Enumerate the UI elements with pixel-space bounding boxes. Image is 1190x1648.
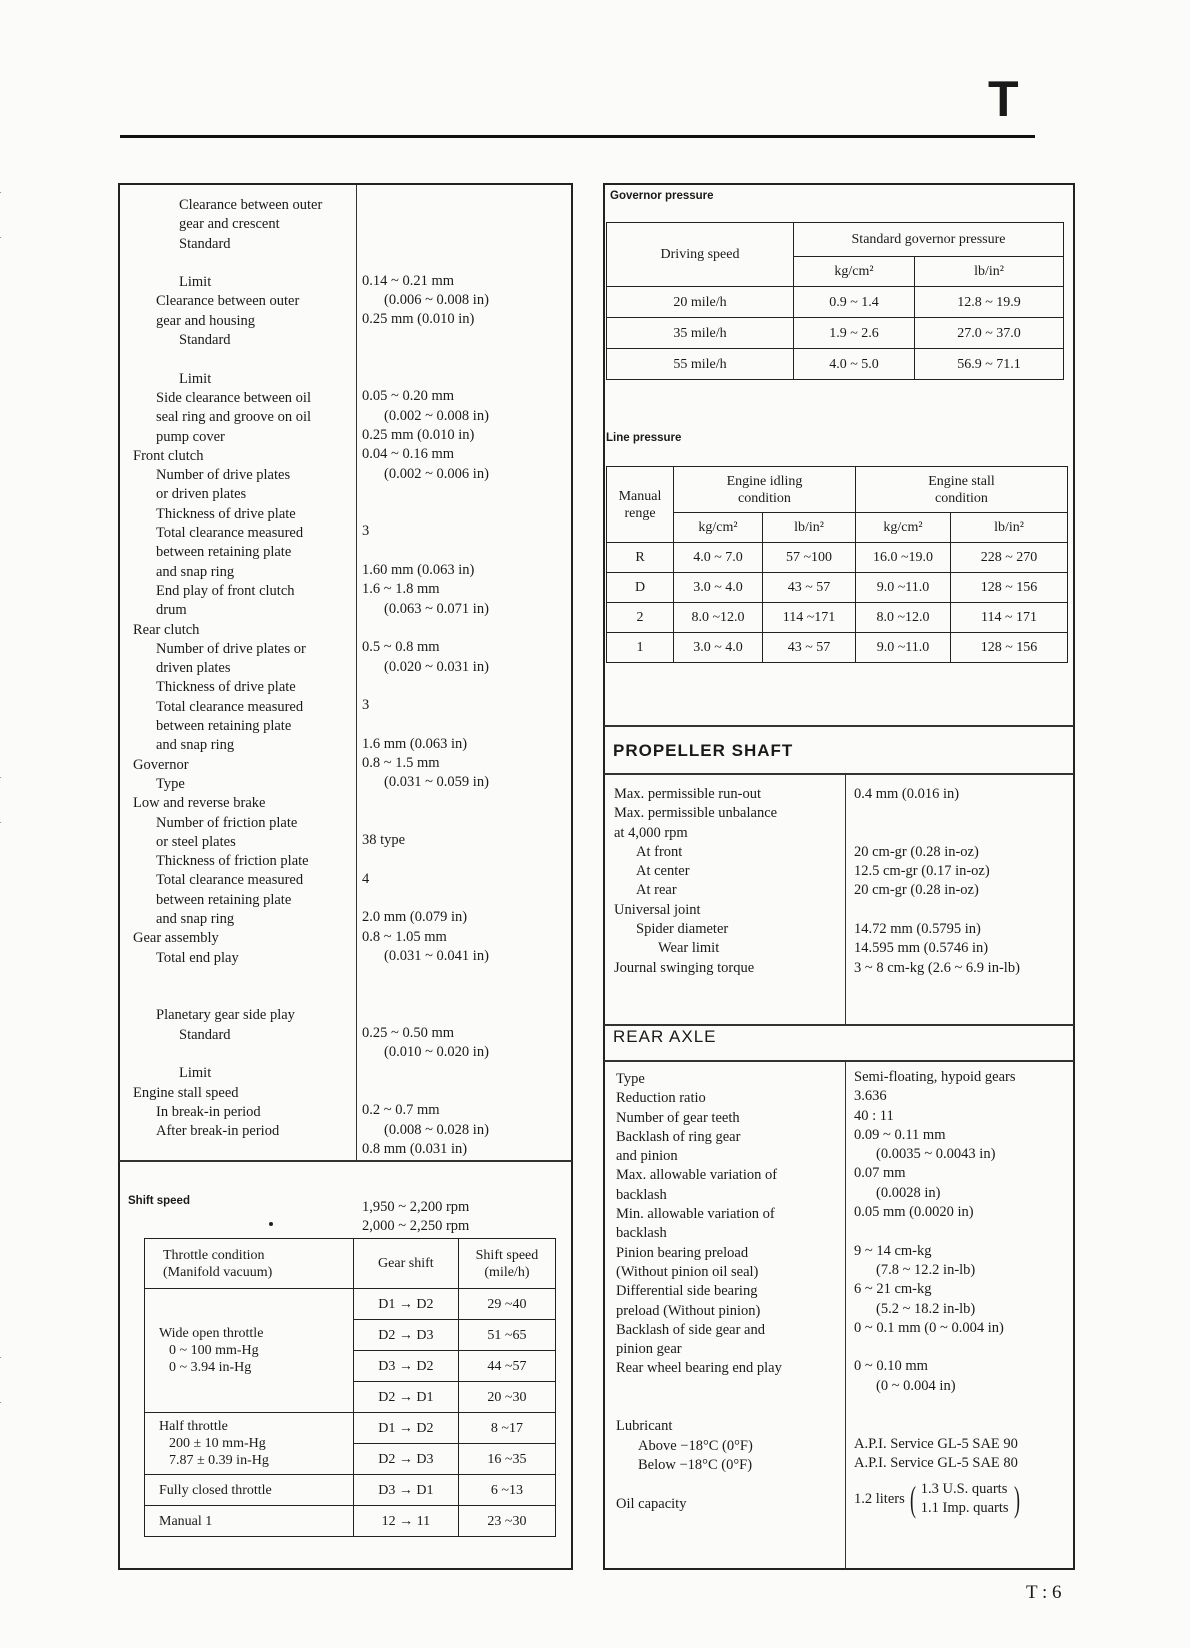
lp-idle-lb: 43 ~ 57 <box>763 633 856 663</box>
prop-value: 14.72 mm (0.5795 in) <box>854 921 981 938</box>
spec-label: or steel plates <box>156 833 236 850</box>
paren-close: ) <box>1013 1479 1020 1519</box>
shift-head-gear <box>353 1239 458 1289</box>
spec-value: 1.60 mm (0.063 in) <box>362 562 475 579</box>
section-letter: T <box>988 71 1019 127</box>
rear-axle-labels <box>616 1070 782 1514</box>
lp-stall-kg: 9.0 ~11.0 <box>856 633 951 663</box>
axle-label <box>616 1398 782 1417</box>
spec-value: (0.008 ~ 0.028 in) <box>384 1121 489 1138</box>
shift-speed-title: Shift speed <box>128 1195 190 1207</box>
spec-value: (0.010 ~ 0.020 in) <box>384 1044 489 1061</box>
lp-stall-kg: 16.0 ~19.0 <box>856 543 951 573</box>
spec-value <box>362 1159 489 1178</box>
condition-line: 200 ± 10 mm-Hg <box>169 1436 266 1451</box>
spec-label: Limit <box>179 1065 212 1082</box>
spec-label: between retaining plate <box>156 544 292 561</box>
header-line: Throttle condition <box>163 1247 265 1263</box>
axle-value: 0.07 mm <box>854 1165 906 1182</box>
spec-value <box>362 677 489 696</box>
spec-value <box>362 812 489 831</box>
spec-label <box>121 987 322 1006</box>
axle-value: A.P.I. Service GL-5 SAE 80 <box>854 1454 1018 1471</box>
spec-label: gear and housing <box>156 312 256 329</box>
spec-label: Thickness of friction plate <box>156 853 309 870</box>
lp-stall-lb: 128 ~ 156 <box>951 633 1068 663</box>
spec-value <box>362 484 489 503</box>
spec-label: gear and crescent <box>179 216 280 233</box>
gear-shift: D2 → D1 <box>353 1382 458 1413</box>
spec-label: driven plates <box>156 660 231 677</box>
oil-capacity-liters: 1.2 liters <box>854 1490 905 1507</box>
gov-lb: 27.0 ~ 37.0 <box>915 318 1064 349</box>
prop-label: Max. permissible run-out <box>614 786 761 802</box>
lp-unit-lb: lb/in² <box>951 513 1068 543</box>
left-spec-values <box>362 233 489 1236</box>
shift-speed-value: 20 ~30 <box>458 1382 555 1413</box>
spec-label: Type <box>156 775 185 792</box>
gov-speed: 20 mile/h <box>607 287 794 318</box>
spec-value <box>362 233 489 252</box>
spec-value: 1,950 ~ 2,200 rpm <box>362 1198 470 1215</box>
spec-label: Number of drive plates or <box>156 640 306 657</box>
spec-value <box>362 329 489 348</box>
axle-value: 9 ~ 14 cm-kg <box>854 1242 932 1259</box>
lp-stall-lb: 128 ~ 156 <box>951 573 1068 603</box>
axle-label: backlash <box>616 1186 667 1203</box>
spec-label: Governor <box>133 756 189 773</box>
axle-label: Type <box>616 1071 645 1087</box>
spec-label: Limit <box>179 370 212 387</box>
spec-value: 38 type <box>362 832 406 849</box>
right-divider-1 <box>604 725 1074 727</box>
axle-value <box>854 1396 1018 1415</box>
shift-head-condition <box>145 1239 354 1289</box>
shift-speed-value: 29 ~40 <box>458 1289 555 1320</box>
governor-pressure-table <box>606 222 1064 380</box>
condition-line: Half throttle <box>159 1419 228 1434</box>
spec-label: Planetary gear side play <box>156 1007 295 1024</box>
axle-label: Backlash of ring gear <box>616 1128 741 1145</box>
prop-label: At rear <box>636 882 677 899</box>
axle-value: Semi-floating, hypoid gears <box>854 1069 1016 1085</box>
axle-value: 40 : 11 <box>854 1107 894 1124</box>
spec-label: End play of front clutch <box>156 582 295 599</box>
throttle-condition <box>145 1475 354 1506</box>
axle-value: (0.0035 ~ 0.0043 in) <box>876 1146 996 1163</box>
spec-value: 0.5 ~ 0.8 mm <box>362 639 440 656</box>
prop-value: 20 cm-gr (0.28 in-oz) <box>854 882 979 899</box>
spec-label: and snap ring <box>156 910 235 927</box>
propeller-labels <box>614 785 777 978</box>
prop-value: 3 ~ 8 cm-kg (2.6 ~ 6.9 in-lb) <box>854 959 1020 976</box>
prop-rule <box>604 773 1074 775</box>
condition-line: 7.87 ± 0.39 in-Hg <box>169 1453 269 1468</box>
axle-divider <box>845 1061 846 1569</box>
spec-label: seal ring and groove on oil <box>156 409 312 426</box>
prop-divider <box>845 774 846 1024</box>
spec-value: (0.002 ~ 0.008 in) <box>384 407 489 424</box>
axle-value: 0 ~ 0.10 mm <box>854 1358 928 1375</box>
axle-value: (0 ~ 0.004 in) <box>876 1377 956 1394</box>
axle-label: backlash <box>616 1225 667 1242</box>
spec-value: (0.063 ~ 0.071 in) <box>384 600 489 617</box>
gear-shift: D1 → D2 <box>353 1289 458 1320</box>
gov-kg: 0.9 ~ 1.4 <box>794 287 915 318</box>
throttle-condition <box>145 1506 354 1537</box>
axle-label: Number of gear teeth <box>616 1109 740 1126</box>
punch-hole <box>0 182 34 247</box>
spec-value: (0.031 ~ 0.059 in) <box>384 774 489 791</box>
spec-value: 3 <box>362 523 370 540</box>
axle-value: 0 ~ 0.1 mm (0 ~ 0.004 in) <box>854 1319 1004 1336</box>
header-line: (Manifold vacuum) <box>163 1264 273 1280</box>
axle-value <box>854 1222 1018 1241</box>
prop-label: Spider diameter <box>636 921 729 938</box>
lp-idle-lb: 43 ~ 57 <box>763 573 856 603</box>
spec-value: (0.002 ~ 0.006 in) <box>384 465 489 482</box>
spec-label <box>121 1045 322 1064</box>
lp-idle-lb: 57 ~100 <box>763 543 856 573</box>
lp-idle-kg: 3.0 ~ 4.0 <box>674 633 763 663</box>
spec-label: Standard <box>179 1026 231 1043</box>
axle-value: 0.05 mm (0.0020 in) <box>854 1204 974 1221</box>
axle-label: Backlash of side gear and <box>616 1321 765 1338</box>
spec-label: Clearance between outer <box>179 197 323 213</box>
axle-label: and pinion <box>616 1148 678 1165</box>
spec-value: 0.04 ~ 0.16 mm <box>362 446 455 463</box>
spec-value <box>362 1179 489 1198</box>
spec-value <box>362 1063 489 1082</box>
shift-speed-table <box>144 1238 556 1537</box>
oil-capacity-us: 1.3 U.S. quarts <box>920 1481 1008 1497</box>
spec-value: 0.8 ~ 1.5 mm <box>362 755 440 772</box>
gear-shift: D2 → D3 <box>353 1444 458 1475</box>
spec-label: Thickness of drive plate <box>156 505 296 522</box>
axle-label: Min. allowable variation of <box>616 1206 775 1223</box>
prop-label: Journal swinging torque <box>614 959 755 976</box>
lp-range: 2 <box>607 603 674 633</box>
header-line: Engine idling <box>726 473 803 489</box>
prop-label: At front <box>636 843 683 860</box>
header-line: Gear shift <box>378 1256 434 1271</box>
condition-line: Manual 1 <box>159 1513 213 1529</box>
header-line: condition <box>738 490 791 506</box>
spec-value: 4 <box>362 870 370 887</box>
spec-label: between retaining plate <box>156 718 292 735</box>
paren-open: ( <box>909 1479 916 1519</box>
spec-value: 0.05 ~ 0.20 mm <box>362 388 455 405</box>
spec-value <box>362 889 489 908</box>
spec-label: Low and reverse brake <box>133 795 266 812</box>
throttle-condition <box>145 1413 354 1475</box>
condition-line: 0 ~ 100 mm-Hg <box>169 1343 259 1358</box>
prop-value: 0.4 mm (0.016 in) <box>854 786 960 802</box>
left-col-divider <box>356 185 357 1160</box>
axle-label: Lubricant <box>616 1418 673 1435</box>
lp-head-stall <box>856 467 1068 513</box>
spec-value <box>362 1082 489 1101</box>
spec-value <box>362 793 489 812</box>
prop-value: 14.595 mm (0.5746 in) <box>854 940 989 957</box>
lp-unit-lb: lb/in² <box>763 513 856 543</box>
spec-label: Side clearance between oil <box>156 389 311 406</box>
prop-label: at 4,000 rpm <box>614 824 688 841</box>
spec-value: (0.031 ~ 0.041 in) <box>384 947 489 964</box>
lp-idle-kg: 8.0 ~12.0 <box>674 603 763 633</box>
lp-unit-kg: kg/cm² <box>856 513 951 543</box>
prop-value: 12.5 cm-gr (0.17 in-oz) <box>854 863 990 880</box>
page-number: T : 6 <box>1026 1582 1062 1603</box>
punch-hole <box>0 767 34 832</box>
prop-value <box>854 824 1020 843</box>
gear-shift: D3 → D2 <box>353 1351 458 1382</box>
axle-label: Max. allowable variation of <box>616 1167 778 1184</box>
axle-value: 3.636 <box>854 1088 887 1105</box>
spec-value: 0.8 ~ 1.05 mm <box>362 928 447 945</box>
spec-label: Standard <box>179 235 231 252</box>
prop-label: Wear limit <box>658 940 720 957</box>
spec-value <box>362 503 489 522</box>
spec-value: 1.6 mm (0.063 in) <box>362 735 468 752</box>
header-line: (mile/h) <box>484 1264 530 1280</box>
spec-value <box>362 966 489 985</box>
spec-value <box>362 542 489 561</box>
governor-pressure-title: Governor pressure <box>610 190 714 202</box>
gov-speed: 55 mile/h <box>607 349 794 380</box>
spec-value: 0.25 mm (0.010 in) <box>362 311 475 328</box>
prop-value: 20 cm-gr (0.28 in-oz) <box>854 843 979 860</box>
prop-value <box>854 901 1020 920</box>
spec-label: In break-in period <box>156 1103 261 1120</box>
gov-lb: 12.8 ~ 19.9 <box>915 287 1064 318</box>
spec-value <box>362 619 489 638</box>
axle-rule <box>604 1060 1074 1062</box>
spec-value: 2.0 mm (0.079 in) <box>362 909 468 926</box>
oil-capacity-imp: 1.1 Imp. quarts <box>920 1500 1009 1516</box>
rear-axle-title: REAR AXLE <box>613 1027 717 1046</box>
lp-stall-lb: 228 ~ 270 <box>951 543 1068 573</box>
spec-label: Rear clutch <box>133 621 200 638</box>
lp-range: 1 <box>607 633 674 663</box>
axle-value: (5.2 ~ 18.2 in-lb) <box>876 1300 976 1317</box>
axle-label: Oil capacity <box>616 1495 687 1512</box>
rear-axle-values <box>854 1068 1018 1512</box>
spec-label: Total end play <box>156 949 239 966</box>
shift-speed-value: 23 ~30 <box>458 1506 555 1537</box>
axle-label: Rear wheel bearing end play <box>616 1360 782 1377</box>
spec-label: and snap ring <box>156 563 235 580</box>
spec-value <box>362 368 489 387</box>
axle-value: A.P.I. Service GL-5 SAE 90 <box>854 1435 1018 1452</box>
header-line: Shift speed <box>475 1247 539 1263</box>
header-line: condition <box>935 490 988 506</box>
spec-value <box>362 1005 489 1024</box>
axle-label: preload (Without pinion) <box>616 1302 761 1319</box>
header-line: renge <box>624 505 656 521</box>
axle-label: Differential side bearing <box>616 1283 758 1300</box>
shift-speed-value: 6 ~13 <box>458 1475 555 1506</box>
axle-value <box>854 1338 1018 1357</box>
punch-hole <box>0 1347 34 1412</box>
lp-idle-kg: 3.0 ~ 4.0 <box>674 573 763 603</box>
header-rule <box>120 135 1035 138</box>
gov-head-standard: Standard governor pressure <box>794 223 1064 257</box>
lp-unit-kg: kg/cm² <box>674 513 763 543</box>
shift-speed-value: 44 ~57 <box>458 1351 555 1382</box>
spec-label: After break-in period <box>156 1123 280 1140</box>
lp-stall-kg: 8.0 ~12.0 <box>856 603 951 633</box>
spec-value: 0.25 ~ 0.50 mm <box>362 1025 455 1042</box>
lp-range: R <box>607 543 674 573</box>
spec-value: 0.25 mm (0.010 in) <box>362 426 475 443</box>
spec-value <box>362 349 489 368</box>
gear-shift: D3 → D1 <box>353 1475 458 1506</box>
prop-label: At center <box>636 863 690 880</box>
spec-label <box>121 350 322 369</box>
spec-label <box>121 254 322 273</box>
gov-kg: 1.9 ~ 2.6 <box>794 318 915 349</box>
gov-kg: 4.0 ~ 5.0 <box>794 349 915 380</box>
spec-label: Total clearance measured <box>156 525 304 542</box>
spec-label: Engine stall speed <box>133 1084 239 1101</box>
axle-label: Pinion bearing preload <box>616 1244 749 1261</box>
spec-value <box>362 715 489 734</box>
spec-value: 3 <box>362 697 370 714</box>
spec-label: Front clutch <box>133 447 204 464</box>
lp-idle-kg: 4.0 ~ 7.0 <box>674 543 763 573</box>
lp-stall-kg: 9.0 ~11.0 <box>856 573 951 603</box>
spec-label: Number of drive plates <box>156 467 291 484</box>
oil-capacity-value <box>854 1480 1023 1518</box>
spec-label: or driven plates <box>156 486 247 503</box>
spec-value: (0.006 ~ 0.008 in) <box>384 291 489 308</box>
spec-value: 1.6 ~ 1.8 mm <box>362 581 440 598</box>
spec-value <box>362 252 489 271</box>
axle-label: Below −18°C (0°F) <box>638 1456 753 1473</box>
spec-value: 0.14 ~ 0.21 mm <box>362 272 455 289</box>
gear-shift: 12 → 11 <box>353 1506 458 1537</box>
spec-label: Clearance between outer <box>156 293 300 310</box>
spec-label: Gear assembly <box>133 930 219 947</box>
left-bottom-divider <box>119 1160 572 1162</box>
axle-value: (7.8 ~ 12.2 in-lb) <box>876 1261 976 1278</box>
spec-label <box>121 968 322 987</box>
axle-value: 0.09 ~ 0.11 mm <box>854 1126 946 1143</box>
bullet-dot <box>269 1222 273 1226</box>
prop-value <box>854 804 1020 823</box>
gov-head-driving: Driving speed <box>607 223 794 287</box>
axle-label: pinion gear <box>616 1341 682 1358</box>
spec-label: Limit <box>179 274 212 291</box>
spec-label: Standard <box>179 332 231 349</box>
gear-shift: D2 → D3 <box>353 1320 458 1351</box>
spec-value: 2,000 ~ 2,250 rpm <box>362 1218 470 1235</box>
spec-label: Total clearance measured <box>156 872 304 889</box>
axle-label: Reduction ratio <box>616 1090 706 1107</box>
spec-value: (0.020 ~ 0.031 in) <box>384 658 489 675</box>
line-pressure-table <box>606 466 1068 663</box>
spec-label: Thickness of drive plate <box>156 679 296 696</box>
condition-line: Wide open throttle <box>159 1326 264 1341</box>
spec-value <box>362 986 489 1005</box>
axle-value <box>854 1415 1018 1434</box>
gov-unit-kg: kg/cm² <box>794 257 915 287</box>
gov-unit-lb: lb/in² <box>915 257 1064 287</box>
shift-speed-value: 16 ~35 <box>458 1444 555 1475</box>
gov-lb: 56.9 ~ 71.1 <box>915 349 1064 380</box>
spec-value: 0.2 ~ 0.7 mm <box>362 1102 440 1119</box>
prop-label: Universal joint <box>614 901 701 918</box>
axle-label: (Without pinion oil seal) <box>616 1263 759 1280</box>
gov-speed: 35 mile/h <box>607 318 794 349</box>
lp-stall-lb: 114 ~ 171 <box>951 603 1068 633</box>
header-line: Manual <box>618 488 662 504</box>
condition-line: Fully closed throttle <box>159 1482 272 1498</box>
lp-idle-lb: 114 ~171 <box>763 603 856 633</box>
spec-label: Number of friction plate <box>156 814 298 831</box>
throttle-condition <box>145 1289 354 1413</box>
lp-head-range <box>607 467 674 543</box>
shift-head-speed <box>458 1239 555 1289</box>
header-line: Engine stall <box>928 473 995 489</box>
spec-label: and snap ring <box>156 737 235 754</box>
axle-label <box>616 1475 782 1494</box>
spec-label: pump cover <box>156 428 225 445</box>
propeller-shaft-title: PROPELLER SHAFT <box>613 741 794 760</box>
spec-value: 0.8 mm (0.031 in) <box>362 1140 468 1157</box>
axle-value: 6 ~ 21 cm-kg <box>854 1281 932 1298</box>
axle-value: (0.0028 in) <box>876 1184 941 1201</box>
axle-label: Above −18°C (0°F) <box>638 1437 753 1454</box>
lp-head-idle <box>674 467 856 513</box>
spec-label: between retaining plate <box>156 891 292 908</box>
gear-shift: D1 → D2 <box>353 1413 458 1444</box>
shift-speed-value: 8 ~17 <box>458 1413 555 1444</box>
lp-range: D <box>607 573 674 603</box>
right-divider-2 <box>604 1024 1074 1026</box>
spec-label: Total clearance measured <box>156 698 304 715</box>
spec-value <box>362 851 489 870</box>
prop-label: Max. permissible unbalance <box>614 805 778 822</box>
axle-label <box>616 1379 782 1398</box>
spec-label: drum <box>156 602 187 619</box>
propeller-values <box>854 785 1020 978</box>
left-spec-labels <box>121 196 322 1142</box>
shift-speed-value: 51 ~65 <box>458 1320 555 1351</box>
condition-line: 0 ~ 3.94 in-Hg <box>169 1360 252 1375</box>
line-pressure-title: Line pressure <box>606 432 682 444</box>
